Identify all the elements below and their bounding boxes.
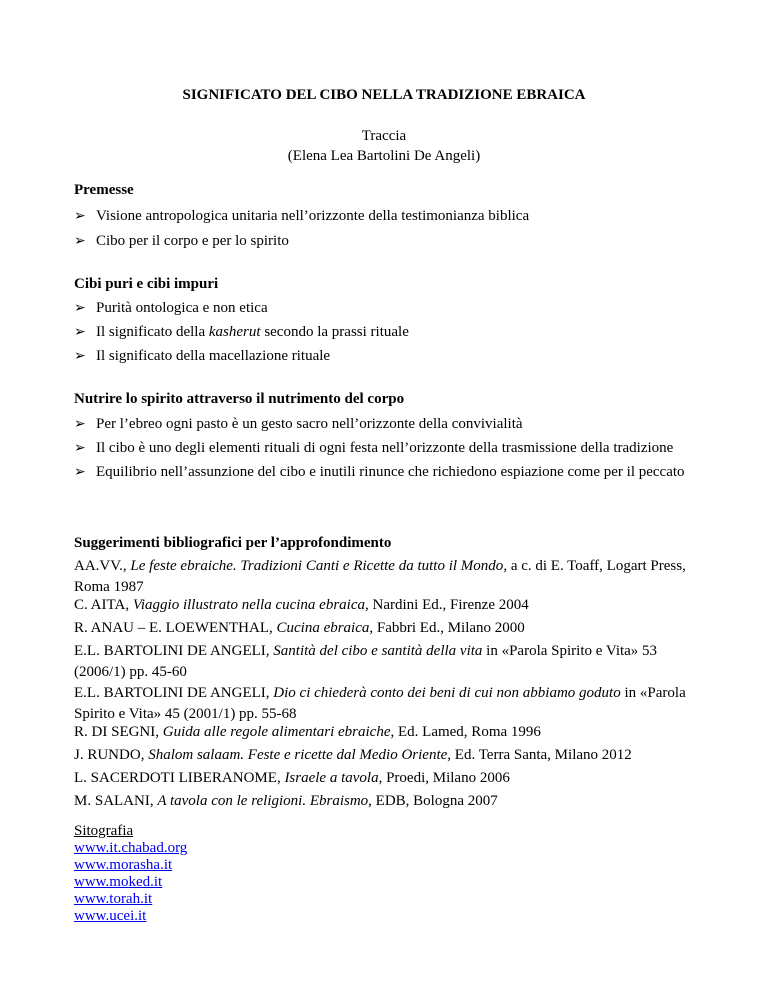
document-title: SIGNIFICATO DEL CIBO NELLA TRADIZIONE EBRAICA bbox=[182, 87, 586, 103]
list-item-text: Equilibrio nell’assunzione del cibo e inutili rinunce che richiedono espiazione come per il peccato bbox=[96, 464, 685, 480]
section-heading-cibi: Cibi puri e cibi impuri bbox=[74, 276, 219, 292]
bibliography-entry: C. AITA, Viaggio illustrato nella cucina ebraica, Nardini Ed., Firenze 2004 bbox=[74, 597, 529, 613]
site-link[interactable]: www.it.chabad.org bbox=[74, 840, 188, 856]
bibliography-heading: Suggerimenti bibliografici per l’approfondimento bbox=[74, 535, 392, 551]
bibliography-entry: AA.VV., Le feste ebraiche. Tradizioni Canti e Ricette da tutto il Mondo, a c. di E. Toaff, Logart Press, Roma 1987 bbox=[74, 558, 686, 595]
bibliography-entry: J. RUNDO, Shalom salaam. Feste e ricette dal Medio Oriente, Ed. Terra Santa, Milano 2012 bbox=[74, 747, 632, 763]
bibliography-entry: M. SALANI, A tavola con le religioni. Ebraismo, EDB, Bologna 2007 bbox=[74, 793, 498, 809]
arrow-bullet-icon: ➢ bbox=[74, 348, 86, 364]
arrow-bullet-icon: ➢ bbox=[74, 324, 86, 340]
list-item bbox=[74, 348, 330, 365]
arrow-bullet-icon: ➢ bbox=[74, 233, 86, 249]
list-item-text: Il significato della macellazione rituale bbox=[96, 348, 331, 364]
list-item-text: Cibo per il corpo e per lo spirito bbox=[96, 233, 289, 249]
list-item bbox=[74, 300, 268, 317]
site-link[interactable]: www.ucei.it bbox=[74, 908, 147, 924]
arrow-bullet-icon: ➢ bbox=[74, 416, 86, 432]
list-item-text: Il significato della kasherut secondo la prassi rituale bbox=[96, 324, 409, 340]
site-link[interactable]: www.morasha.it bbox=[74, 857, 173, 873]
list-item bbox=[74, 416, 523, 433]
arrow-bullet-icon: ➢ bbox=[74, 208, 86, 224]
kasherut-term: kasherut bbox=[208, 324, 261, 340]
bibliography-entry: E.L. BARTOLINI DE ANGELI, Santità del cibo e santità della vita in «Parola Spirito e Vita» 53 (2006/1) pp. 45-60 bbox=[74, 643, 658, 680]
bibliography-entry: R. ANAU – E. LOEWENTHAL, Cucina ebraica, Fabbri Ed., Milano 2000 bbox=[74, 620, 525, 636]
list-item bbox=[74, 324, 409, 341]
bibliography-entry: R. DI SEGNI, Guida alle regole alimentari ebraiche, Ed. Lamed, Roma 1996 bbox=[74, 724, 541, 740]
list-item bbox=[74, 464, 685, 481]
sitography-heading: Sitografia bbox=[74, 823, 134, 839]
arrow-bullet-icon: ➢ bbox=[74, 464, 86, 480]
bibliography-entry: L. SACERDOTI LIBERANOME, Israele a tavola, Proedi, Milano 2006 bbox=[74, 770, 510, 786]
list-item bbox=[74, 440, 673, 457]
list-item-text: Il cibo è uno degli elementi rituali di ogni festa nell’orizzonte della trasmissione della tradizione bbox=[96, 440, 674, 456]
arrow-bullet-icon: ➢ bbox=[74, 440, 86, 456]
bibliography-entry: E.L. BARTOLINI DE ANGELI, Dio ci chiederà conto dei beni di cui non abbiamo goduto in «Parola Spirito e Vita» 45 (2001/1) pp. 55-68 bbox=[74, 685, 686, 722]
site-link[interactable]: www.moked.it bbox=[74, 874, 163, 890]
document-subtitle: Traccia bbox=[361, 128, 407, 144]
section-heading-premesse: Premesse bbox=[74, 182, 134, 198]
arrow-bullet-icon: ➢ bbox=[74, 300, 86, 316]
list-item-text: Per l’ebreo ogni pasto è un gesto sacro nell’orizzonte della convivialità bbox=[96, 416, 523, 432]
document-author: (Elena Lea Bartolini De Angeli) bbox=[287, 148, 481, 164]
site-link[interactable]: www.torah.it bbox=[74, 891, 153, 907]
list-item-text: Purità ontologica e non etica bbox=[96, 300, 268, 316]
list-item-text: Visione antropologica unitaria nell’orizzonte della testimonianza biblica bbox=[96, 208, 530, 224]
list-item bbox=[74, 208, 529, 225]
section-heading-nutrire: Nutrire lo spirito attraverso il nutrimento del corpo bbox=[74, 391, 405, 407]
sitography-list bbox=[74, 840, 187, 925]
list-item bbox=[74, 233, 289, 250]
